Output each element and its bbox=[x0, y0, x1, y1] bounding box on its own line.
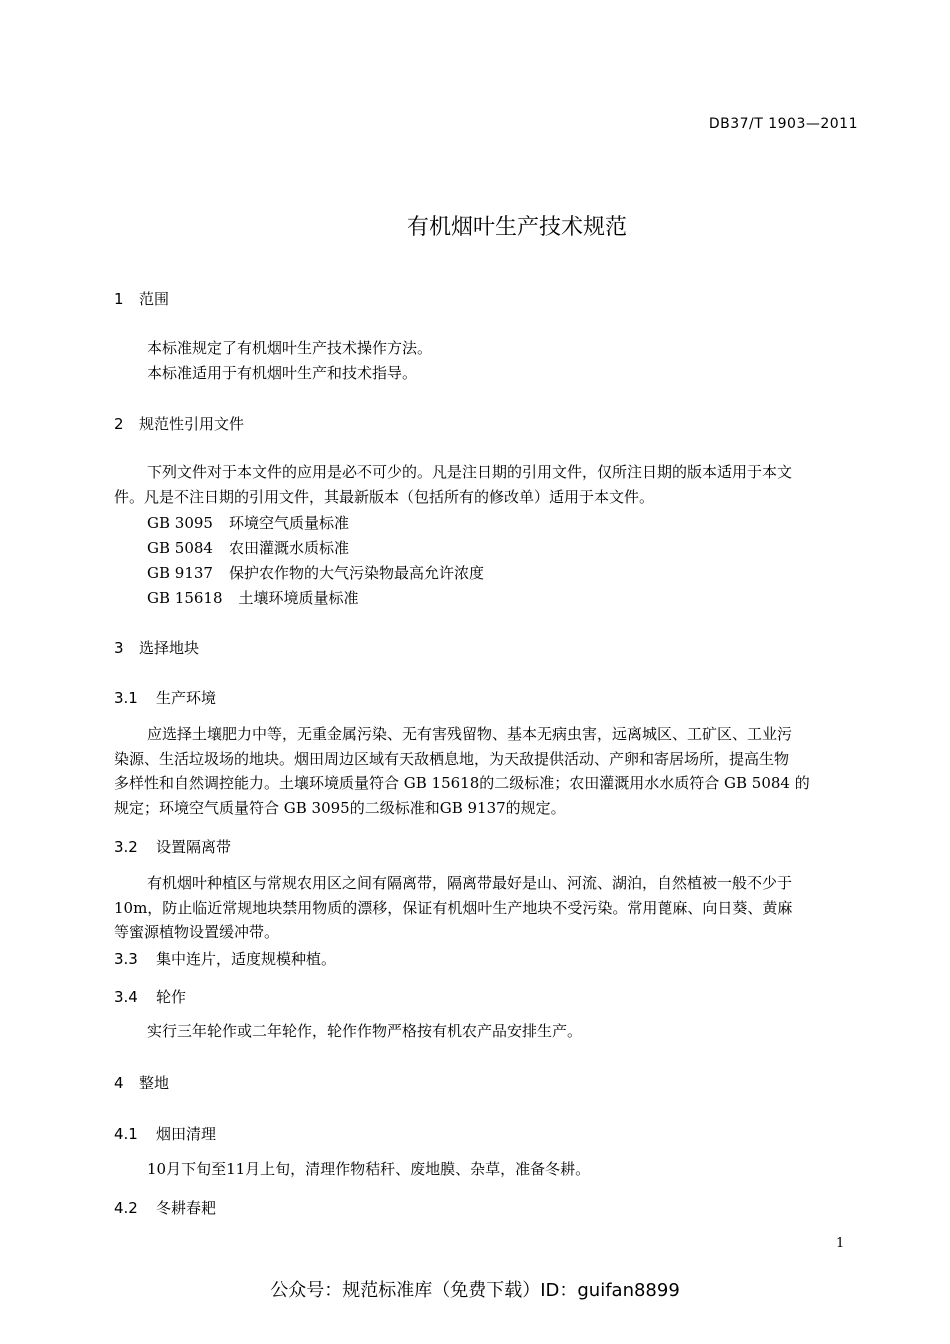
reference-name: 环境空气质量标准 bbox=[228, 514, 349, 532]
section-3-heading bbox=[114, 637, 199, 658]
footer-watermark: 公众号：规范标准库（免费下载）ID：guifan8899 bbox=[270, 1280, 680, 1301]
section-1-body bbox=[114, 336, 860, 385]
section-title: 冬耕春耙 bbox=[156, 1199, 217, 1217]
section-title: 规范性引用文件 bbox=[139, 415, 245, 433]
reference-name: 土壤环境质量标准 bbox=[238, 589, 359, 607]
paragraph-line: 实行三年轮作或二年轮作，轮作作物严格按有机农产品安排生产。 bbox=[147, 1022, 583, 1040]
section-number: 3.1 bbox=[114, 689, 138, 707]
section-4-2-heading bbox=[114, 1197, 216, 1218]
section-number: 3 bbox=[114, 639, 124, 657]
section-3-2-body bbox=[114, 871, 860, 945]
section-1-heading bbox=[114, 288, 169, 309]
section-number: 2 bbox=[114, 415, 124, 433]
reference-item bbox=[147, 562, 484, 583]
reference-code: GB 15618 bbox=[147, 589, 223, 607]
section-number: 4.1 bbox=[114, 1125, 138, 1143]
reference-code: GB 5084 bbox=[147, 539, 213, 557]
section-3-1-heading bbox=[114, 687, 216, 708]
paragraph-line: 10m，防止临近常规地块禁用物质的漂移，保证有机烟叶生产地块不受污染。常用蓖麻、向日葵、黄麻 bbox=[114, 898, 793, 917]
paragraph-line: 下列文件对于本文件的应用是必不可少的。凡是注日期的引用文件，仅所注日期的版本适用于本文 bbox=[147, 463, 793, 481]
section-number: 1 bbox=[114, 290, 124, 308]
section-4-1-heading bbox=[114, 1123, 216, 1144]
section-title: 选择地块 bbox=[139, 639, 200, 657]
section-title: 设置隔离带 bbox=[156, 838, 232, 856]
page-number: 1 bbox=[836, 1236, 845, 1251]
section-title: 整地 bbox=[139, 1074, 170, 1092]
reference-item bbox=[147, 537, 349, 558]
document-title: 有机烟叶生产技术规范 bbox=[406, 215, 627, 240]
section-number: 4.2 bbox=[114, 1199, 138, 1217]
section-title: 集中连片，适度规模种植。 bbox=[156, 950, 337, 968]
reference-code: GB 3095 bbox=[147, 514, 213, 532]
reference-item bbox=[147, 587, 359, 608]
section-number: 3.2 bbox=[114, 838, 138, 856]
section-3-4-heading bbox=[114, 986, 186, 1007]
paragraph-line: 件。凡是不注日期的引用文件，其最新版本（包括所有的修改单）适用于本文件。 bbox=[114, 487, 655, 506]
section-3-4-body bbox=[114, 1019, 860, 1044]
paragraph-line: 等蜜源植物设置缓冲带。 bbox=[114, 923, 280, 942]
reference-name: 保护农作物的大气污染物最高允许浓度 bbox=[228, 564, 484, 582]
section-4-heading bbox=[114, 1072, 169, 1093]
reference-code: GB 9137 bbox=[147, 564, 213, 582]
paragraph-line: 规定；环境空气质量符合 GB 3095的二级标准和GB 9137的规定。 bbox=[114, 798, 566, 817]
section-title: 烟田清理 bbox=[156, 1125, 217, 1143]
section-title: 范围 bbox=[139, 290, 170, 308]
section-title: 生产环境 bbox=[156, 689, 217, 707]
paragraph-line: 染源、生活垃圾场的地块。烟田周边区域有天敌栖息地，为天敌提供活动、产卵和寄居场所，提高生物 bbox=[114, 749, 790, 768]
section-number: 3.3 bbox=[114, 950, 138, 968]
paragraph-line: 应选择土壤肥力中等，无重金属污染、无有害残留物、基本无病虫害，远离城区、工矿区、工业污 bbox=[147, 725, 793, 743]
section-2-body bbox=[114, 460, 860, 509]
section-4-1-body bbox=[114, 1157, 860, 1182]
reference-name: 农田灌溉水质标准 bbox=[228, 539, 349, 557]
section-3-3-heading bbox=[114, 948, 336, 969]
paragraph-line: 多样性和自然调控能力。土壤环境质量符合 GB 15618的二级标准；农田灌溉用水水质符合 GB 5084 的 bbox=[114, 774, 810, 793]
paragraph-line: 本标准规定了有机烟叶生产技术操作方法。 bbox=[147, 339, 433, 357]
reference-item bbox=[147, 512, 349, 533]
paragraph-line: 本标准适用于有机烟叶生产和技术指导。 bbox=[147, 363, 418, 382]
standard-code: DB37/T 1903—2011 bbox=[708, 116, 858, 132]
section-3-1-body bbox=[114, 722, 860, 820]
paragraph-line: 10月下旬至11月上旬，清理作物秸秆、废地膜、杂草，准备冬耕。 bbox=[147, 1160, 591, 1178]
section-2-heading bbox=[114, 413, 244, 434]
section-3-2-heading bbox=[114, 836, 231, 857]
section-number: 3.4 bbox=[114, 988, 138, 1006]
section-title: 轮作 bbox=[156, 988, 187, 1006]
section-number: 4 bbox=[114, 1074, 124, 1092]
paragraph-line: 有机烟叶种植区与常规农用区之间有隔离带，隔离带最好是山、河流、湖泊，自然植被一般不少于 bbox=[147, 874, 793, 892]
